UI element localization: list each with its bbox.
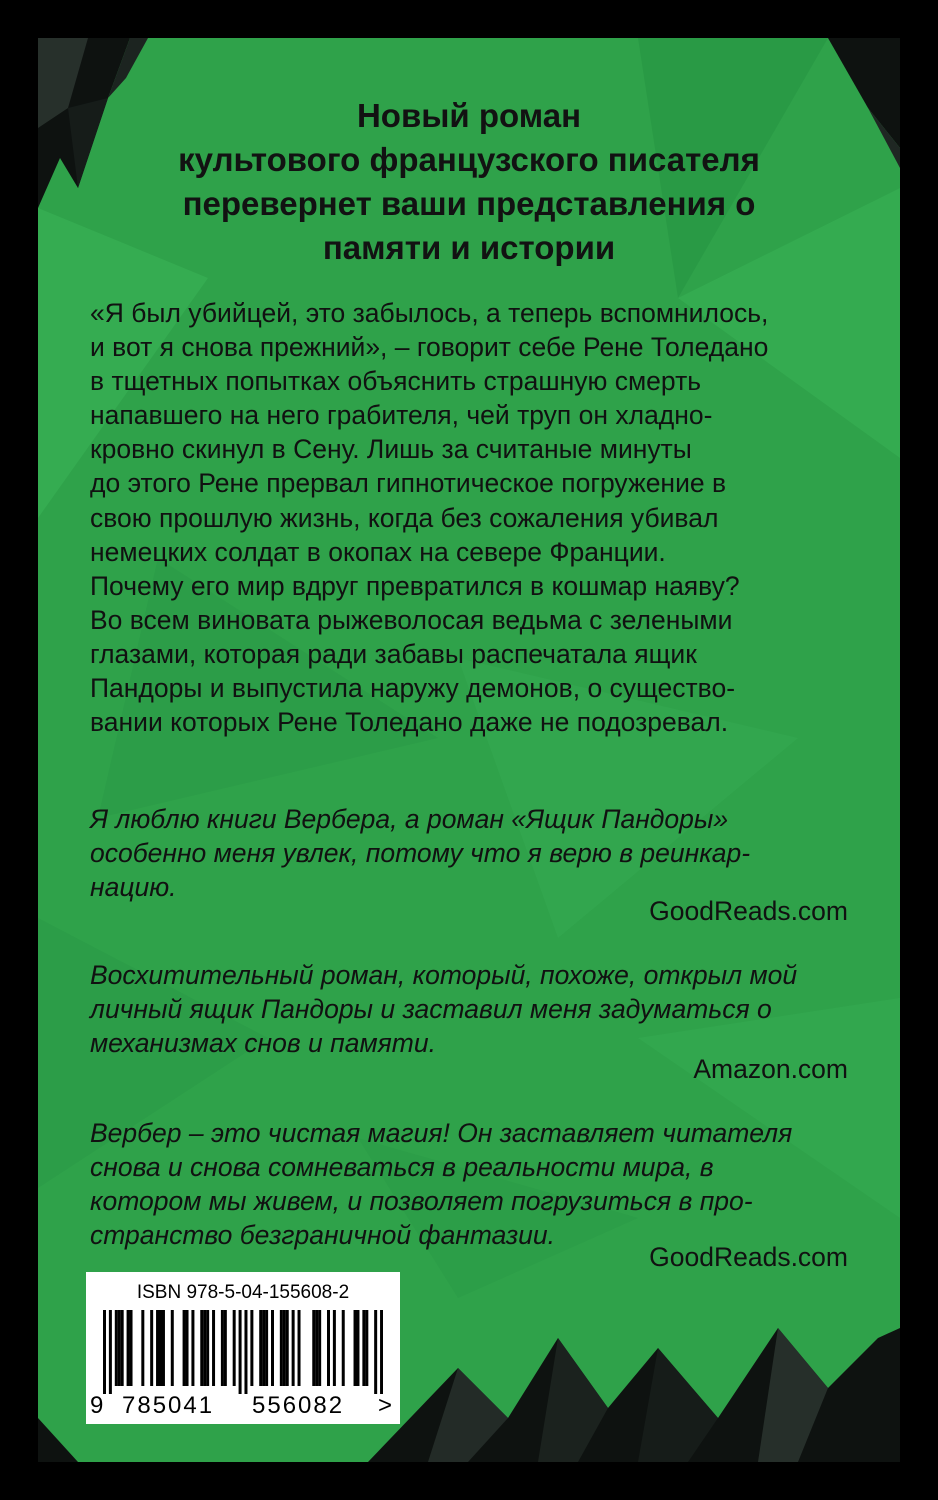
- barcode-bar: [318, 1310, 321, 1386]
- review-line: особенно меня увлек, потому что я верю в реинкар-: [90, 838, 751, 868]
- blurb-line: и вот я снова прежний», – говорит себе Рене Толедано: [90, 332, 769, 363]
- review-quote: [90, 958, 860, 1060]
- review-quote: [90, 1116, 860, 1252]
- blurb-line: Во всем виновата рыжеволосая ведьма с зелеными: [90, 604, 733, 635]
- barcode-bar: [271, 1310, 274, 1386]
- barcode-bar: [109, 1310, 112, 1394]
- blurb-line: кровно скинул в Сену. Лишь за считаные минуты: [90, 434, 692, 465]
- headline-line: культового французского писателя: [178, 141, 760, 178]
- barcode-bar: [183, 1310, 186, 1386]
- barcode-bar: [298, 1310, 301, 1386]
- barcode-bar: [203, 1310, 206, 1386]
- blurb-line: вании которых Рене Толедано даже не подозревал.: [90, 707, 729, 738]
- barcode-bar: [127, 1310, 130, 1386]
- barcode-bar: [212, 1310, 215, 1386]
- review-source: GoodReads.com: [649, 1242, 848, 1272]
- barcode-bar: [283, 1310, 286, 1386]
- barcode-bar: [206, 1310, 209, 1386]
- headline-line: Новый роман: [356, 97, 582, 134]
- review-line: личный ящик Пандоры и заставил меня задуматься о: [90, 994, 772, 1024]
- barcode-bar: [171, 1310, 174, 1386]
- barcode-bar: [342, 1310, 345, 1386]
- barcode-bar: [244, 1310, 247, 1394]
- barcode-bar: [362, 1310, 365, 1386]
- barcode-bar: [156, 1310, 159, 1386]
- review-line: нацию.: [90, 872, 177, 902]
- barcode-bar: [262, 1310, 265, 1386]
- barcode-bar: [191, 1310, 194, 1386]
- barcode-bar: [354, 1310, 357, 1386]
- barcode-bar: [250, 1310, 253, 1386]
- review-line: котором мы живем, и позволяет погрузиться в про-: [90, 1186, 753, 1216]
- isbn-label: ISBN 978-5-04-155608-2: [136, 1282, 350, 1303]
- barcode-bar: [162, 1310, 165, 1386]
- barcode-bar: [224, 1310, 227, 1386]
- blurb-line: свою прошлую жизнь, когда без сожаления убивал: [90, 502, 719, 533]
- headline: [38, 94, 900, 270]
- isbn-barcode-box: [86, 1272, 400, 1424]
- barcode-bar: [233, 1310, 236, 1386]
- blurb-line: «Я был убийцей, это забылось, а теперь вспомнилось,: [90, 298, 769, 328]
- barcode-bars: [103, 1310, 383, 1394]
- barcode-bar: [265, 1310, 268, 1386]
- barcode-bar: [356, 1310, 359, 1386]
- blurb-line: до этого Рене прервал гипнотическое погружение в: [90, 468, 727, 499]
- blurb-line: Пандоры и выпустила наружу демонов, о существо-: [90, 673, 736, 704]
- review-source: GoodReads.com: [649, 896, 848, 926]
- barcode-bar: [150, 1310, 153, 1386]
- barcode-bar: [312, 1310, 315, 1386]
- blurb-line: в тщетных попытках объяснить страшную смерть: [90, 366, 702, 397]
- barcode-bar: [374, 1310, 377, 1394]
- barcode-quiet-zone-mark: >: [378, 1392, 393, 1419]
- barcode-bar: [280, 1310, 283, 1386]
- barcode-bar: [327, 1310, 330, 1386]
- blurb-line: напавшего на него грабителя, чей труп он хладно-: [90, 400, 713, 431]
- barcode-bar: [159, 1310, 162, 1386]
- barcode-right-group: 556082: [252, 1392, 345, 1419]
- barcode-bar: [286, 1310, 289, 1386]
- barcode-digits: [86, 1391, 400, 1421]
- book-back-cover: [38, 38, 900, 1462]
- barcode-bar: [333, 1310, 336, 1386]
- barcode-bar: [259, 1310, 262, 1386]
- barcode-bar: [380, 1310, 383, 1394]
- book-blurb: [90, 296, 880, 739]
- review-source: Amazon.com: [693, 1054, 848, 1084]
- barcode-bar: [365, 1310, 368, 1386]
- review-quote: [90, 802, 860, 904]
- barcode-bar: [118, 1310, 121, 1386]
- review-line: Я люблю книги Вербера, а роман «Ящик Пандоры»: [90, 804, 729, 834]
- blurb-line: глазами, которая ради забавы распечатала ящик: [90, 638, 697, 669]
- barcode-left-group: 785041: [122, 1392, 215, 1419]
- barcode-bar: [186, 1310, 189, 1386]
- barcode-bar: [121, 1310, 124, 1386]
- barcode-bar: [221, 1310, 224, 1386]
- headline-line: памяти и истории: [322, 229, 616, 266]
- barcode-bar: [103, 1310, 106, 1394]
- barcode-first-digit: 9: [90, 1392, 104, 1419]
- blurb-line: немецких солдат в окопах на севере Франции.: [90, 536, 666, 567]
- barcode-bar: [315, 1310, 318, 1386]
- barcode-bar: [141, 1310, 144, 1386]
- review-line: Вербер – это чистая магия! Он заставляет читателя: [90, 1118, 793, 1148]
- barcode-bar: [200, 1310, 203, 1386]
- review-line: Восхитительный роман, который, похоже, открыл мой: [90, 960, 798, 990]
- headline-line: перевернет ваши представления о: [182, 185, 756, 222]
- barcode-bar: [130, 1310, 133, 1386]
- barcode-bar: [292, 1310, 295, 1386]
- barcode-bar: [115, 1310, 118, 1386]
- barcode-bar: [239, 1310, 242, 1394]
- blurb-line: Почему его мир вдруг превратился в кошмар наяву?: [90, 570, 740, 601]
- review-line: механизмах снов и памяти.: [90, 1028, 436, 1058]
- review-line: снова и снова сомневаться в реальности мира, в: [90, 1152, 714, 1182]
- review-line: странство безграничной фантазии.: [90, 1220, 555, 1250]
